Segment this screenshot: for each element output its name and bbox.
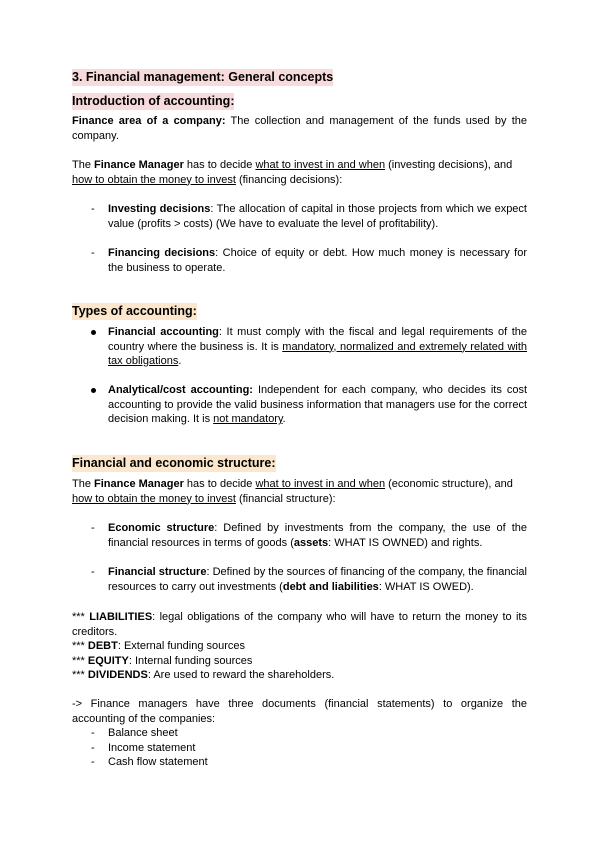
- item-text: .: [282, 413, 286, 425]
- fm-text: The: [72, 478, 95, 490]
- item-text: : WHAT IS OWNED) and rights.: [328, 536, 483, 549]
- finance-manager-paragraph: [72, 158, 527, 187]
- item-term: Financial structure: [108, 566, 207, 578]
- types-heading: Types of accounting:: [72, 304, 197, 318]
- fm-text: (financial structure):: [235, 492, 336, 505]
- dash-marker: -: [91, 727, 95, 739]
- fm-text: (investing decisions), and: [385, 159, 513, 171]
- item-text: : It must comply with the fiscal and legal requirements of the country where the business is. It is: [108, 326, 527, 353]
- item-term: Economic structure: [108, 522, 215, 534]
- item-text: : The allocation of capital in those projects from which we expect value (profits > costs) (We have to evaluate the level of profitability).: [108, 203, 527, 230]
- fm-bold: Finance Manager: [94, 478, 184, 490]
- fm-text: (economic structure), and: [385, 478, 513, 490]
- dash-marker: -: [91, 522, 95, 534]
- note-term: DIVIDENDS: [87, 669, 148, 681]
- note-equity: [72, 654, 527, 669]
- note-stars: ***: [72, 669, 88, 681]
- closing-paragraph: -> Finance managers have three documents (financial statements) to organize the accounting of the companies:: [72, 698, 527, 725]
- item-bold: debt and liabilities: [282, 580, 379, 593]
- item-underline: not mandatory: [213, 413, 283, 425]
- list-item: [72, 741, 527, 756]
- note-term: DEBT: [87, 640, 118, 652]
- note-stars: ***: [72, 611, 90, 623]
- fm-underline: how to obtain the money to invest: [72, 492, 236, 505]
- item-term: Financial accounting: [108, 326, 219, 338]
- note-term: EQUITY: [87, 654, 129, 667]
- intro-heading-row: [72, 93, 527, 110]
- item-term: Investing decisions: [108, 203, 211, 215]
- section-title: 3. Financial management: General concepts: [72, 70, 334, 84]
- fm-bold: Finance Manager: [94, 159, 184, 171]
- item-text: : Defined by the sources of financing of the company, the financial resources to carry out investments (: [108, 566, 527, 593]
- fm-underline: how to obtain the money to invest: [72, 173, 236, 186]
- finance-area-term: Finance area of a company:: [72, 115, 226, 127]
- note-text: : Internal funding sources: [128, 654, 253, 667]
- fm-text: The: [72, 159, 95, 171]
- note-stars: ***: [72, 654, 88, 667]
- item-term: Financing decisions: [108, 247, 216, 259]
- note-text: : External funding sources: [117, 640, 246, 652]
- item-text: : Choice of equity or debt. How much money is necessary for the business to operate.: [108, 247, 527, 274]
- list-item-economic-structure: [91, 521, 527, 550]
- statement-label: Income statement: [108, 741, 196, 754]
- section-title-row: [72, 69, 527, 86]
- item-underline: mandatory, normalized and extremely related with tax obligations: [108, 340, 528, 367]
- list-item-financing: [91, 246, 527, 275]
- fm-text: has to decide: [183, 478, 256, 490]
- list-item: [72, 755, 527, 770]
- fm-text: has to decide: [183, 159, 256, 171]
- item-text: Independent for each company, who decides its cost accounting to provide the valid business information that managers use for the correct decision making. It is: [108, 384, 528, 425]
- list-item-financial-structure: [91, 565, 527, 594]
- item-term: Analytical/cost accounting:: [108, 384, 253, 396]
- fm-underline: what to invest in and when: [255, 159, 386, 171]
- item-text: : Defined by investments from the company, the use of the financial resources in terms of goods (: [108, 522, 527, 549]
- note-debt: [72, 639, 527, 654]
- dash-marker: -: [91, 203, 95, 215]
- note-text: : Are used to reward the shareholders.: [147, 669, 335, 681]
- statement-label: Cash flow statement: [108, 756, 208, 768]
- dash-marker: -: [91, 566, 95, 578]
- note-term: LIABILITIES: [89, 611, 153, 623]
- note-liabilities: [72, 610, 527, 639]
- list-item-investing: [91, 202, 527, 231]
- fm-text: (financing decisions):: [235, 173, 343, 186]
- list-item-cost-accounting: [108, 383, 527, 427]
- finance-area-paragraph: [72, 114, 527, 143]
- fm-underline: what to invest in and when: [255, 478, 386, 490]
- note-text: : legal obligations of the company who will have to return the money to its creditors.: [72, 611, 527, 638]
- structure-heading-row: [72, 455, 527, 472]
- list-item-financial-accounting: [108, 325, 527, 369]
- statements-list: [72, 726, 527, 770]
- statement-label: Balance sheet: [108, 727, 178, 739]
- note-stars: ***: [72, 640, 88, 652]
- list-item: [72, 726, 527, 741]
- dash-marker: -: [91, 247, 95, 259]
- intro-heading: Introduction of accounting:: [72, 94, 235, 108]
- types-heading-row: [72, 303, 527, 320]
- dash-marker: -: [91, 756, 95, 768]
- item-text: : WHAT IS OWED).: [378, 580, 474, 593]
- finance-area-text: The collection and management of the funds used by the company.: [72, 115, 527, 142]
- note-dividends: [72, 668, 527, 683]
- structure-heading: Financial and economic structure:: [72, 456, 276, 470]
- dash-marker: -: [91, 741, 95, 754]
- bullet-dot: [91, 330, 96, 335]
- bullet-dot: [91, 388, 96, 393]
- item-bold: assets: [293, 536, 329, 549]
- notes-list: [72, 610, 527, 683]
- item-text: .: [178, 355, 182, 367]
- structure-paragraph: [72, 477, 527, 506]
